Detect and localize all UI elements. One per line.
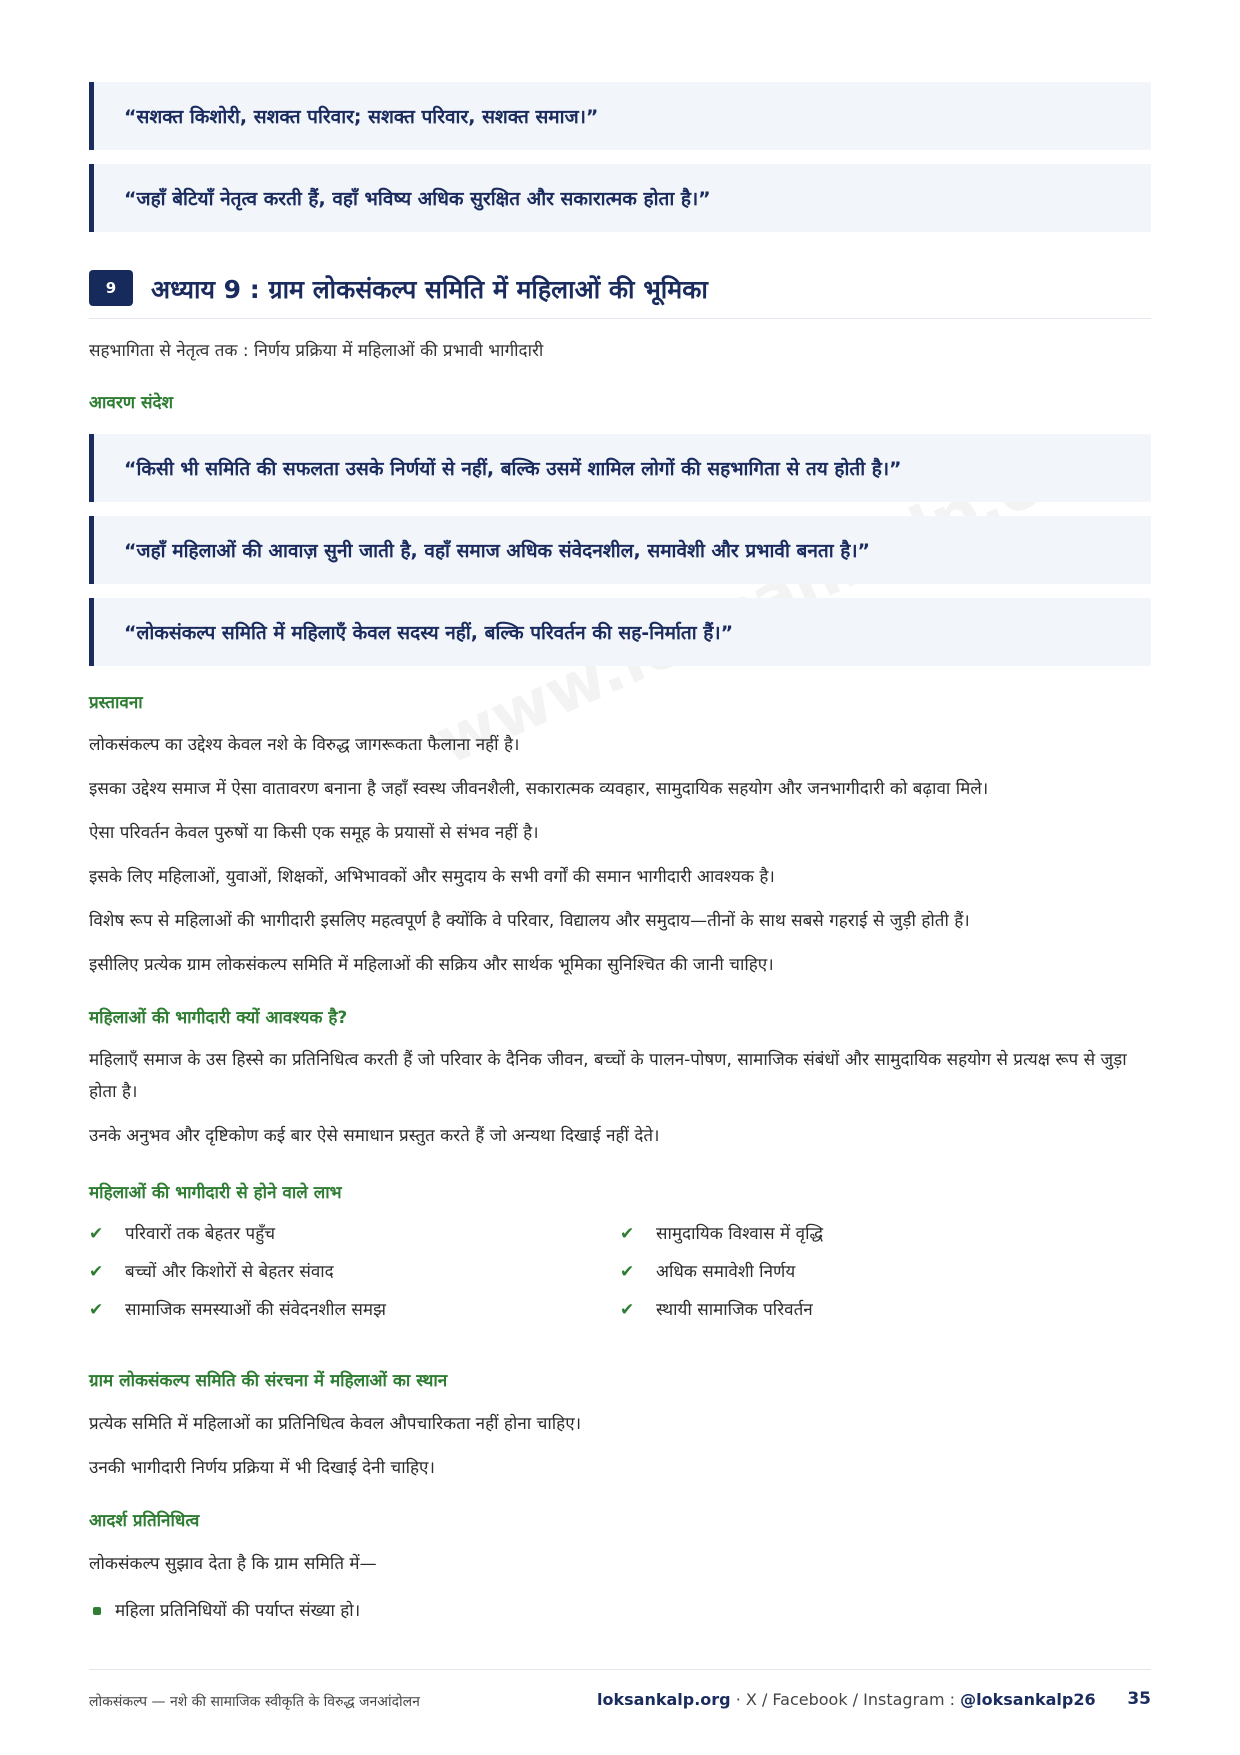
quote-block — [89, 598, 1151, 666]
section-heading: प्रस्तावना — [89, 693, 143, 713]
paragraph: लोकसंकल्प का उद्देश्य केवल नशे के विरुद्ध जागरूकता फैलाना नहीं है। — [89, 735, 520, 755]
quote-text: “जहाँ महिलाओं की आवाज़ सुनी जाती है, वहाँ समाज अधिक संवेदनशील, समावेशी और प्रभावी बनता है।” — [124, 540, 871, 562]
benefit-item: ✔ अधिक समावेशी निर्णय — [620, 1262, 796, 1282]
check-icon: ✔ — [89, 1224, 104, 1244]
paragraph: उनकी भागीदारी निर्णय प्रक्रिया में भी दिखाई देनी चाहिए। — [89, 1458, 435, 1478]
quote-text: “जहाँ बेटियाँ नेतृत्व करती हैं, वहाँ भविष्य अधिक सुरक्षित और सकारात्मक होता है।” — [124, 188, 711, 210]
check-icon: ✔ — [89, 1262, 104, 1282]
paragraph: ऐसा परिवर्तन केवल पुरुषों या किसी एक समूह के प्रयासों से संभव नहीं है। — [89, 823, 539, 843]
check-icon: ✔ — [89, 1300, 104, 1320]
bullet-item: महिला प्रतिनिधियों की पर्याप्त संख्या हो। — [93, 1598, 360, 1621]
benefit-item: ✔ परिवारों तक बेहतर पहुँच — [89, 1224, 276, 1244]
paragraph: विशेष रूप से महिलाओं की भागीदारी इसलिए महत्वपूर्ण है क्योंकि वे परिवार, विद्यालय और समुदाय—तीनों के साथ सबसे गहराई से जुड़ी होती हैं। — [89, 911, 970, 931]
chapter-number-badge: 9 — [89, 270, 133, 306]
quote-block — [89, 82, 1151, 150]
quote-text: “सशक्त किशोरी, सशक्त परिवार; सशक्त परिवार, सशक्त समाज।” — [124, 106, 599, 128]
site-link[interactable]: loksankalp.org — [597, 1690, 731, 1709]
paragraph: इसके लिए महिलाओं, युवाओं, शिक्षकों, अभिभावकों और समुदाय के सभी वर्गों की समान भागीदारी आवश्यक है। — [89, 867, 775, 887]
chapter-header — [89, 268, 1151, 319]
paragraph: महिलाएँ समाज के उस हिस्से का प्रतिनिधित्व करती हैं जो परिवार के दैनिक जीवन, बच्चों के पालन-पोषण, सामाजिक संबंधों और सामुदायिक सहयोग से प्रत्यक्ष रूप से जुड़ा होता है। — [89, 1050, 1127, 1102]
paragraph: इसका उद्देश्य समाज में ऐसा वातावरण बनाना है जहाँ स्वस्थ जीवनशैली, सकारात्मक व्यवहार, सामुदायिक सहयोग और जनभागीदारी को बढ़ावा मिले। — [89, 779, 989, 799]
paragraph: प्रत्येक समिति में महिलाओं का प्रतिनिधित्व केवल औपचारिकता नहीं होना चाहिए। — [89, 1414, 582, 1434]
page-number: 35 — [1127, 1689, 1151, 1709]
benefit-item: ✔ स्थायी सामाजिक परिवर्तन — [620, 1300, 813, 1320]
footer-tagline: लोकसंकल्प — नशे की सामाजिक स्वीकृति के विरुद्ध जनआंदोलन — [89, 1694, 420, 1710]
social-handle[interactable]: @loksankalp26 — [960, 1690, 1096, 1709]
quote-block — [89, 434, 1151, 502]
chapter-subtitle: सहभागिता से नेतृत्व तक : निर्णय प्रक्रिया में महिलाओं की प्रभावी भागीदारी — [89, 341, 544, 361]
section-heading: महिलाओं की भागीदारी क्यों आवश्यक है? — [89, 1008, 348, 1028]
quote-block — [89, 516, 1151, 584]
bullet-icon — [93, 1607, 101, 1615]
check-icon: ✔ — [620, 1262, 635, 1282]
benefit-item: ✔ सामुदायिक विश्वास में वृद्धि — [620, 1224, 824, 1244]
section-heading: महिलाओं की भागीदारी से होने वाले लाभ — [89, 1183, 342, 1203]
benefit-item: ✔ बच्चों और किशोरों से बेहतर संवाद — [89, 1262, 334, 1282]
chapter-title: अध्याय 9 : ग्राम लोकसंकल्प समिति में महिलाओं की भूमिका — [151, 275, 708, 304]
page-footer — [89, 1669, 1151, 1710]
section-heading: आवरण संदेश — [89, 393, 174, 413]
quote-text: “लोकसंकल्प समिति में महिलाएँ केवल सदस्य नहीं, बल्कि परिवर्तन की सह-निर्माता हैं।” — [124, 622, 734, 644]
section-heading: ग्राम लोकसंकल्प समिति की संरचना में महिलाओं का स्थान — [89, 1371, 448, 1391]
quote-block — [89, 164, 1151, 232]
check-icon: ✔ — [620, 1224, 635, 1244]
quote-text: “किसी भी समिति की सफलता उसके निर्णयों से नहीं, बल्कि उसमें शामिल लोगों की सहभागिता से तय होती है।” — [124, 458, 902, 480]
check-icon: ✔ — [620, 1300, 635, 1320]
paragraph: उनके अनुभव और दृष्टिकोण कई बार ऐसे समाधान प्रस्तुत करते हैं जो अन्यथा दिखाई नहीं देते। — [89, 1126, 660, 1146]
benefit-item: ✔ सामाजिक समस्याओं की संवेदनशील समझ — [89, 1300, 386, 1320]
section-heading: आदर्श प्रतिनिधित्व — [89, 1511, 200, 1531]
footer-links: loksankalp.org · X / Facebook / Instagram : @loksankalp26 — [597, 1690, 1096, 1709]
paragraph: लोकसंकल्प सुझाव देता है कि ग्राम समिति में— — [89, 1554, 377, 1574]
paragraph: इसीलिए प्रत्येक ग्राम लोकसंकल्प समिति में महिलाओं की सक्रिय और सार्थक भूमिका सुनिश्चित की जानी चाहिए। — [89, 955, 774, 975]
